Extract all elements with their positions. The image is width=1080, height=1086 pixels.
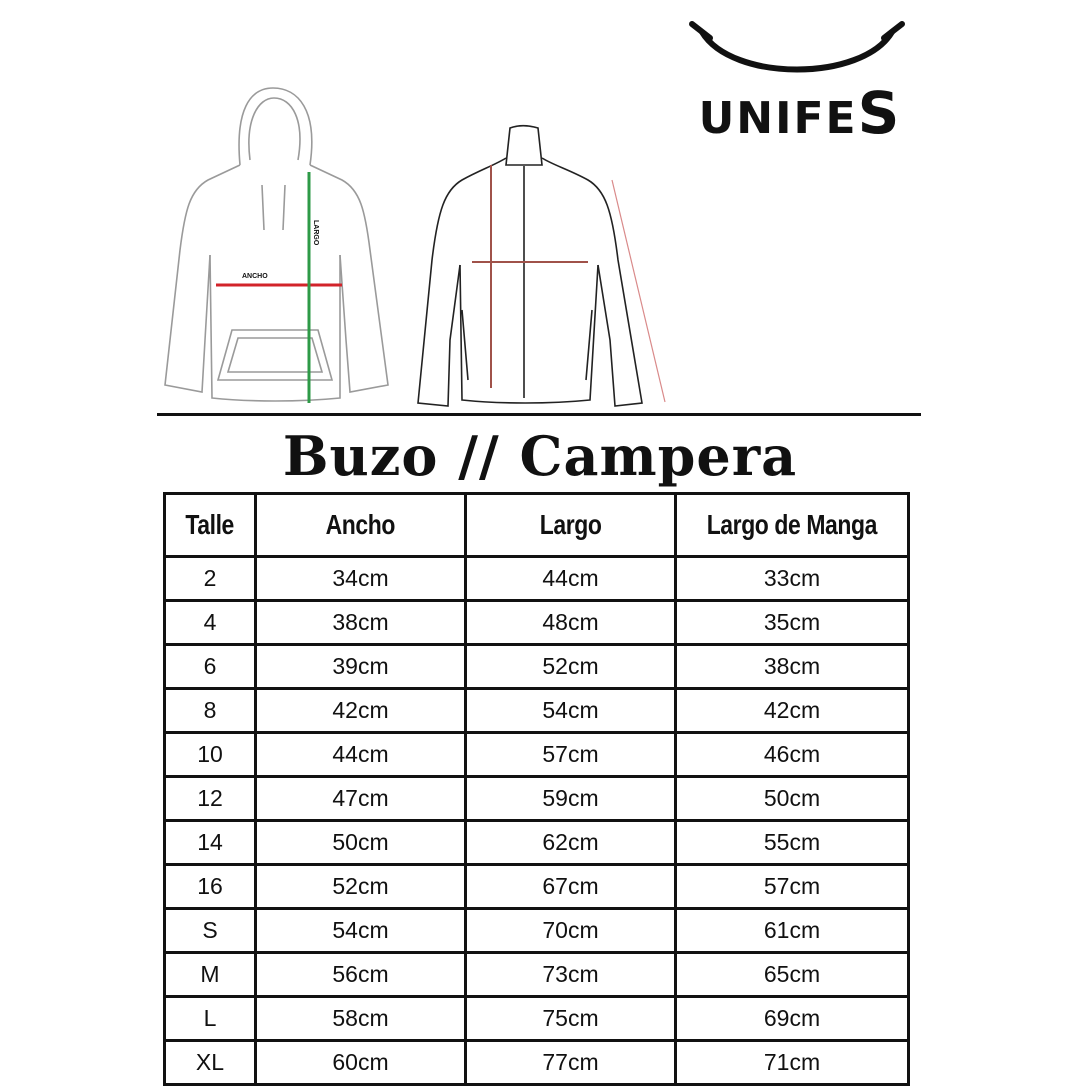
header-ancho: Ancho	[257, 495, 464, 555]
brand-wordmark	[678, 79, 922, 147]
cell-ancho: 47cm	[257, 778, 464, 819]
cell-manga: 71cm	[677, 1042, 907, 1083]
cell-largo: 44cm	[467, 558, 674, 599]
cell-largo: 77cm	[467, 1042, 674, 1083]
cell-manga: 42cm	[677, 690, 907, 731]
jacket-sleeve-line	[612, 180, 665, 402]
table-row	[166, 734, 907, 775]
header-largo: Largo	[467, 495, 674, 555]
cell-ancho: 60cm	[257, 1042, 464, 1083]
cell-manga: 69cm	[677, 998, 907, 1039]
page-title: Buzo // Campera	[282, 424, 798, 488]
table-row	[166, 822, 907, 863]
cell-talle: 6	[166, 646, 254, 687]
cell-manga: 57cm	[677, 866, 907, 907]
brand-wordmark-end: S	[857, 79, 902, 147]
hoodie-width-label: ANCHO	[242, 273, 268, 280]
cell-manga: 33cm	[677, 558, 907, 599]
table-row	[166, 602, 907, 643]
cell-ancho: 38cm	[257, 602, 464, 643]
cell-talle: 2	[166, 558, 254, 599]
cell-talle: 8	[166, 690, 254, 731]
cell-ancho: 44cm	[257, 734, 464, 775]
section-divider	[157, 413, 921, 416]
cell-talle: 16	[166, 866, 254, 907]
cell-manga: 61cm	[677, 910, 907, 951]
cell-talle: L	[166, 998, 254, 1039]
smile-icon	[672, 10, 922, 85]
cell-largo: 54cm	[467, 690, 674, 731]
cell-ancho: 50cm	[257, 822, 464, 863]
cell-largo: 75cm	[467, 998, 674, 1039]
cell-largo: 52cm	[467, 646, 674, 687]
cell-talle: 14	[166, 822, 254, 863]
cell-ancho: 34cm	[257, 558, 464, 599]
table-row	[166, 910, 907, 951]
cell-largo: 70cm	[467, 910, 674, 951]
cell-ancho: 39cm	[257, 646, 464, 687]
brand-wordmark-main: UNIFE	[698, 93, 858, 144]
cell-talle: S	[166, 910, 254, 951]
hoodie-length-label: LARGO	[312, 220, 319, 246]
cell-talle: M	[166, 954, 254, 995]
cell-largo: 62cm	[467, 822, 674, 863]
table-row	[166, 558, 907, 599]
cell-largo: 57cm	[467, 734, 674, 775]
cell-manga: 35cm	[677, 602, 907, 643]
cell-largo: 73cm	[467, 954, 674, 995]
jacket-drawing	[418, 126, 642, 406]
table-row	[166, 690, 907, 731]
table-header-row	[166, 495, 907, 555]
cell-largo: 59cm	[467, 778, 674, 819]
brand-logo	[672, 10, 922, 150]
table-row	[166, 646, 907, 687]
cell-talle: 10	[166, 734, 254, 775]
cell-largo: 67cm	[467, 866, 674, 907]
garment-illustrations	[150, 80, 690, 415]
cell-ancho: 42cm	[257, 690, 464, 731]
table-row	[166, 866, 907, 907]
cell-ancho: 58cm	[257, 998, 464, 1039]
table-row	[166, 1042, 907, 1083]
cell-largo: 48cm	[467, 602, 674, 643]
hoodie-drawing	[165, 88, 388, 401]
cell-ancho: 54cm	[257, 910, 464, 951]
header-talle: Talle	[166, 495, 254, 555]
cell-talle: 12	[166, 778, 254, 819]
cell-ancho: 52cm	[257, 866, 464, 907]
cell-talle: XL	[166, 1042, 254, 1083]
table-row	[166, 778, 907, 819]
table-row	[166, 954, 907, 995]
cell-manga: 46cm	[677, 734, 907, 775]
header-largo-manga: Largo de Manga	[677, 495, 907, 555]
table-row	[166, 998, 907, 1039]
cell-manga: 65cm	[677, 954, 907, 995]
garment-diagram	[150, 80, 690, 415]
cell-manga: 50cm	[677, 778, 907, 819]
cell-ancho: 56cm	[257, 954, 464, 995]
cell-manga: 38cm	[677, 646, 907, 687]
cell-talle: 4	[166, 602, 254, 643]
size-chart-table	[163, 492, 910, 1086]
cell-manga: 55cm	[677, 822, 907, 863]
